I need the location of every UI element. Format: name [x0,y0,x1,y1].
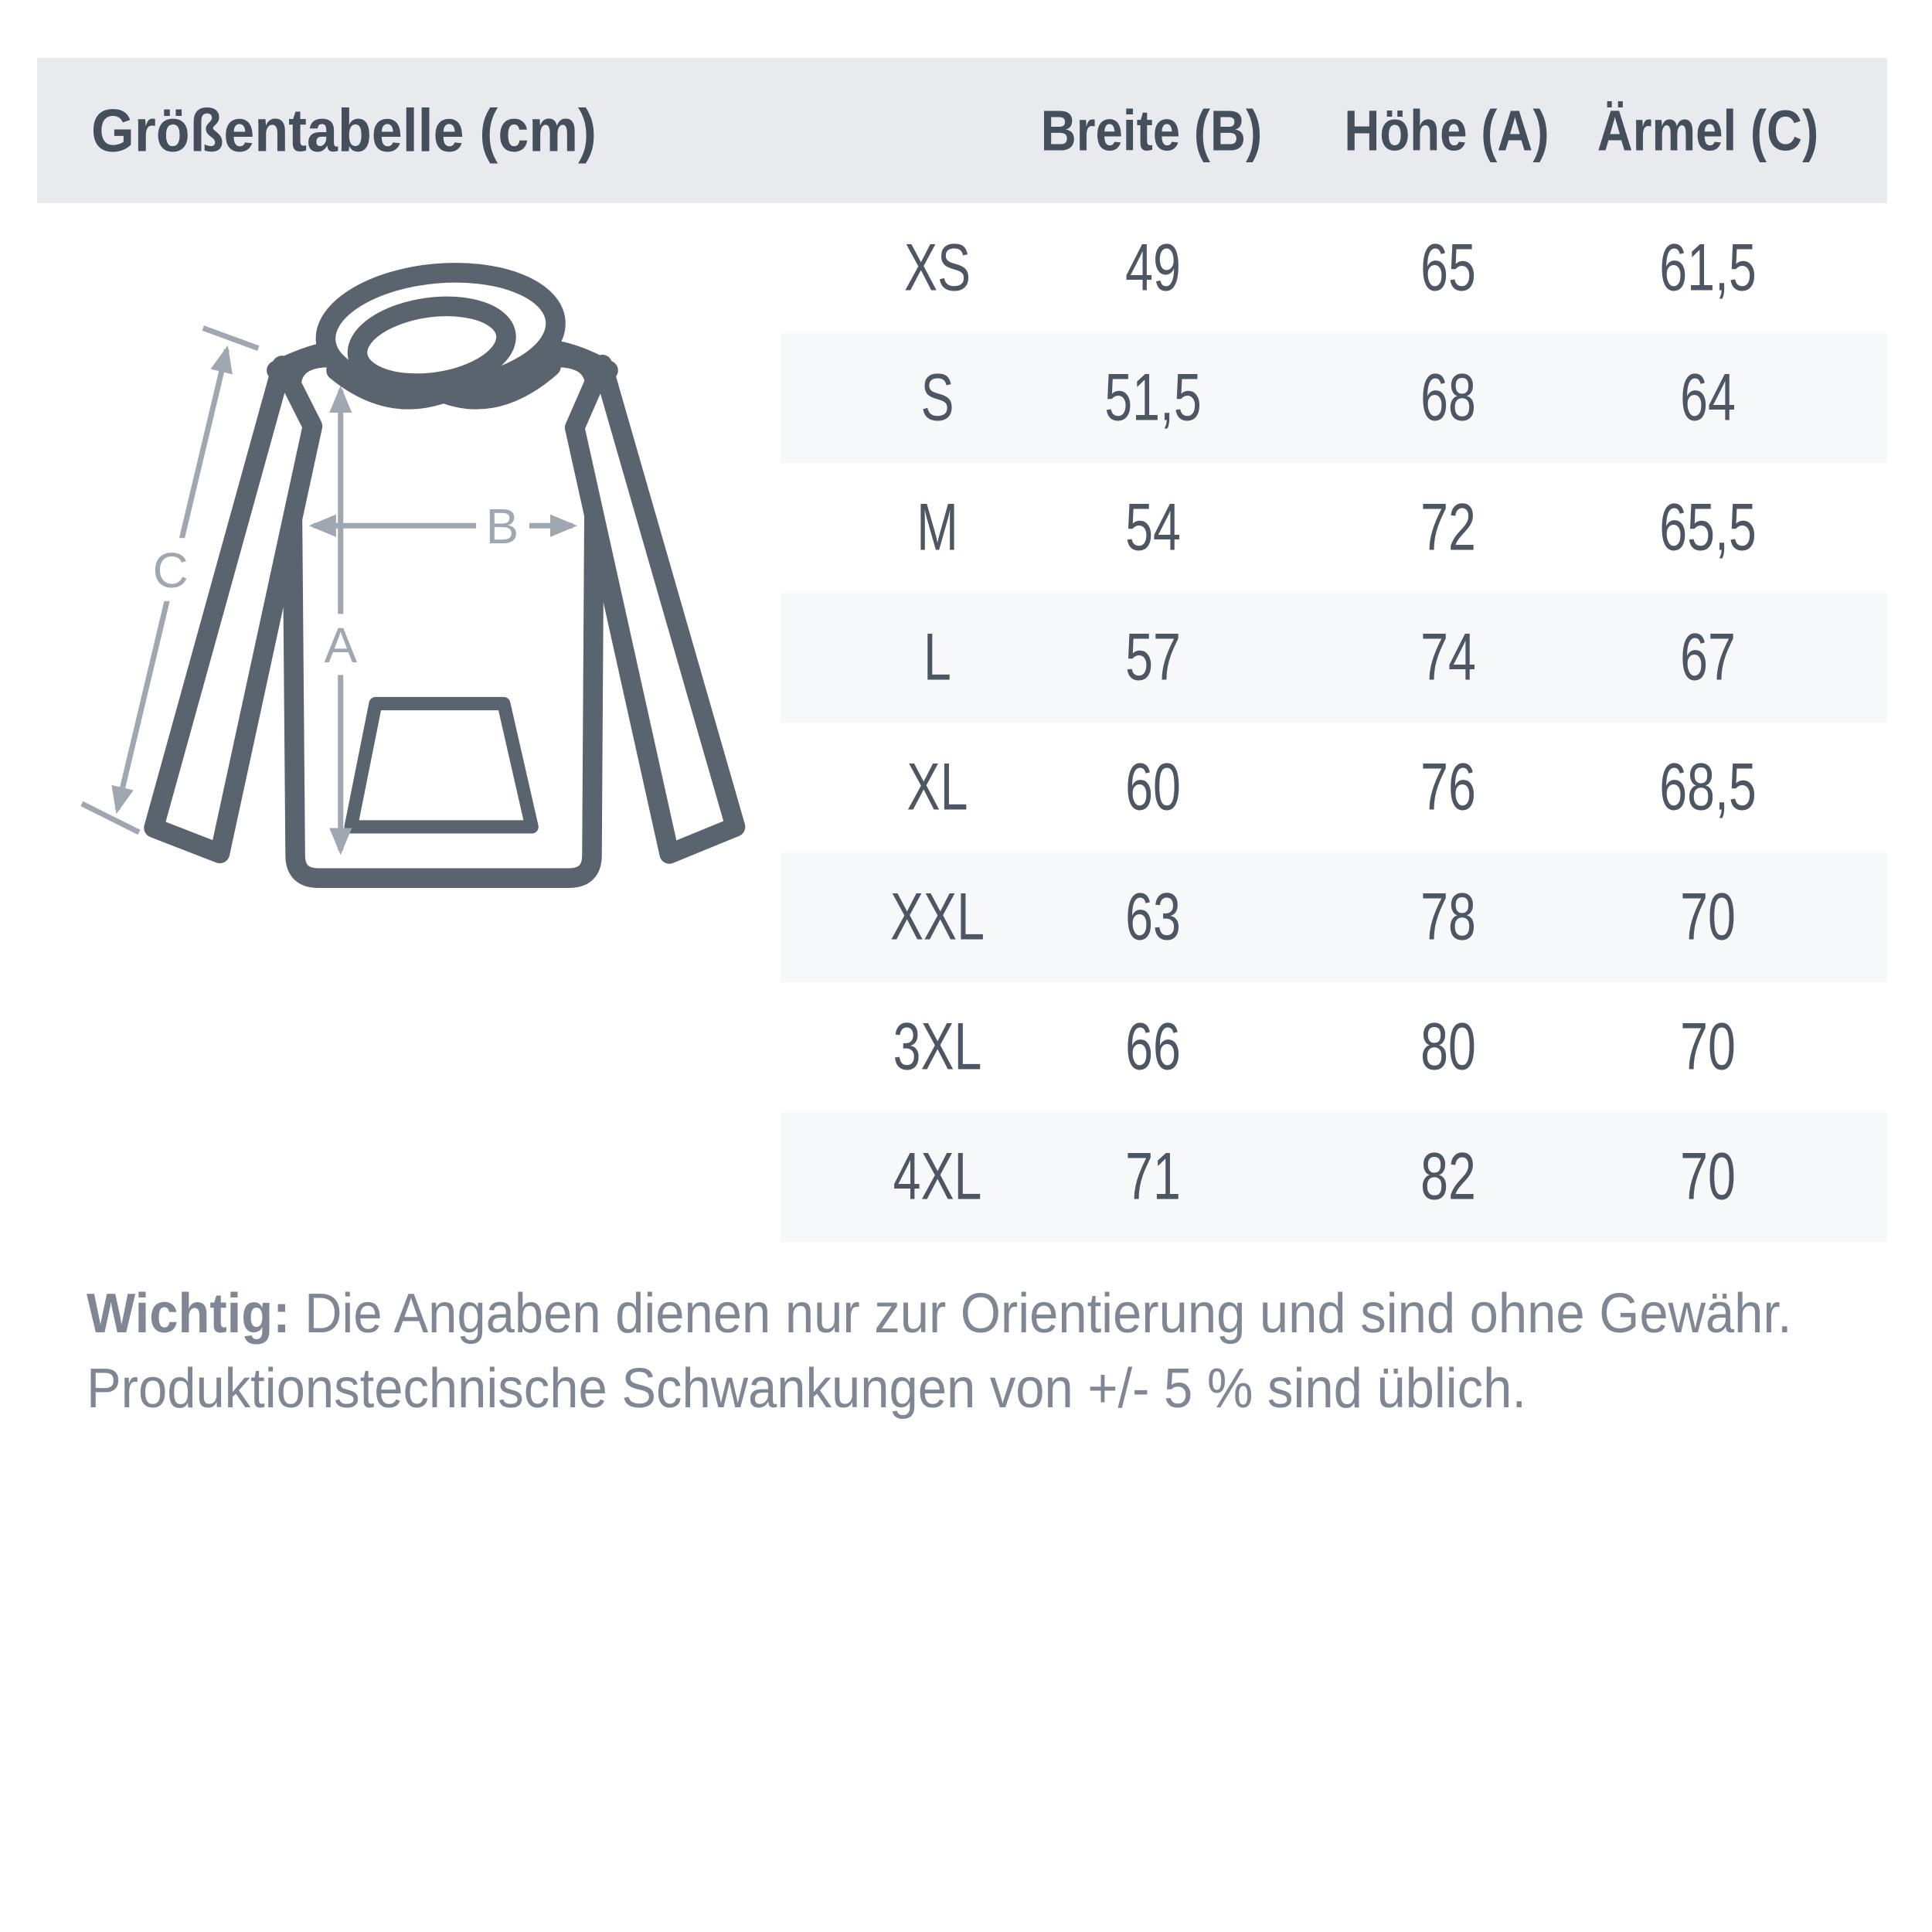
table-row-xl [781,723,1887,852]
label-b: B [485,498,519,555]
size-label: L [923,620,951,695]
aermel-value: 65,5 [1659,490,1757,565]
size-label: XXL [890,879,985,954]
hoodie-outline [154,264,736,878]
aermel-value: 70 [1680,879,1736,954]
table-row-3xl [781,982,1887,1112]
aermel-value: 64 [1680,360,1736,435]
arrow-c-top-tick [203,328,258,349]
size-label: S [920,360,954,435]
disclaimer-note [87,1277,1864,1427]
hoehe-value: 68 [1420,360,1476,435]
aermel-value: 67 [1680,620,1736,695]
size-label: XL [906,750,968,825]
hoehe-value: 72 [1420,490,1476,565]
size-label: M [917,490,958,565]
table-row-s [781,333,1887,463]
breite-value: 51,5 [1104,360,1202,435]
aermel-value: 61,5 [1659,230,1757,305]
hoehe-value: 74 [1420,620,1476,695]
breite-value: 66 [1125,1009,1181,1084]
hoehe-value: 65 [1420,230,1476,305]
table-row-xs [781,203,1887,333]
hoehe-value: 80 [1420,1009,1476,1084]
breite-value: 63 [1125,879,1181,954]
hoehe-value: 76 [1420,750,1476,825]
table-row-l [781,593,1887,723]
label-c: C [152,542,189,598]
aermel-value: 68,5 [1659,750,1757,825]
table-row-4xl [781,1112,1887,1242]
breite-value: 60 [1125,750,1181,825]
arrow-c-bottom-tick [82,804,139,832]
size-label: XS [903,230,971,305]
hoehe-value: 78 [1420,879,1476,954]
disclaimer-line-2: Produktionstechnische Schwankungen von +/- 5 % sind üblich. [87,1358,1526,1420]
disclaimer-line-1 [87,1277,1792,1352]
column-header-breite: Breite (B) [1040,98,1263,163]
aermel-value: 70 [1680,1009,1736,1084]
hoehe-value: 82 [1420,1139,1476,1214]
size-label: 4XL [893,1139,982,1214]
page-title: Größentabelle (cm) [91,96,597,165]
table-row-xxl [781,852,1887,982]
label-a: A [324,617,358,673]
breite-value: 71 [1125,1139,1181,1214]
aermel-value: 70 [1680,1139,1736,1214]
breite-value: 54 [1125,490,1181,565]
column-header-hoehe: Höhe (A) [1344,98,1549,163]
hoodie-measurement-diagram [46,216,819,912]
breite-value: 49 [1125,230,1181,305]
table-header-band [37,58,1887,203]
size-label: 3XL [893,1009,982,1084]
size-table [781,203,1887,1242]
breite-value: 57 [1125,620,1181,695]
disclaimer-label: Wichtig: [87,1283,291,1345]
table-row-m [781,463,1887,593]
hoodie-pocket [351,703,532,826]
column-header-aermel: Ärmel (C) [1597,98,1819,163]
disclaimer-text-1: Die Angaben dienen nur zur Orientierung und sind ohne Gewähr. [290,1283,1792,1345]
